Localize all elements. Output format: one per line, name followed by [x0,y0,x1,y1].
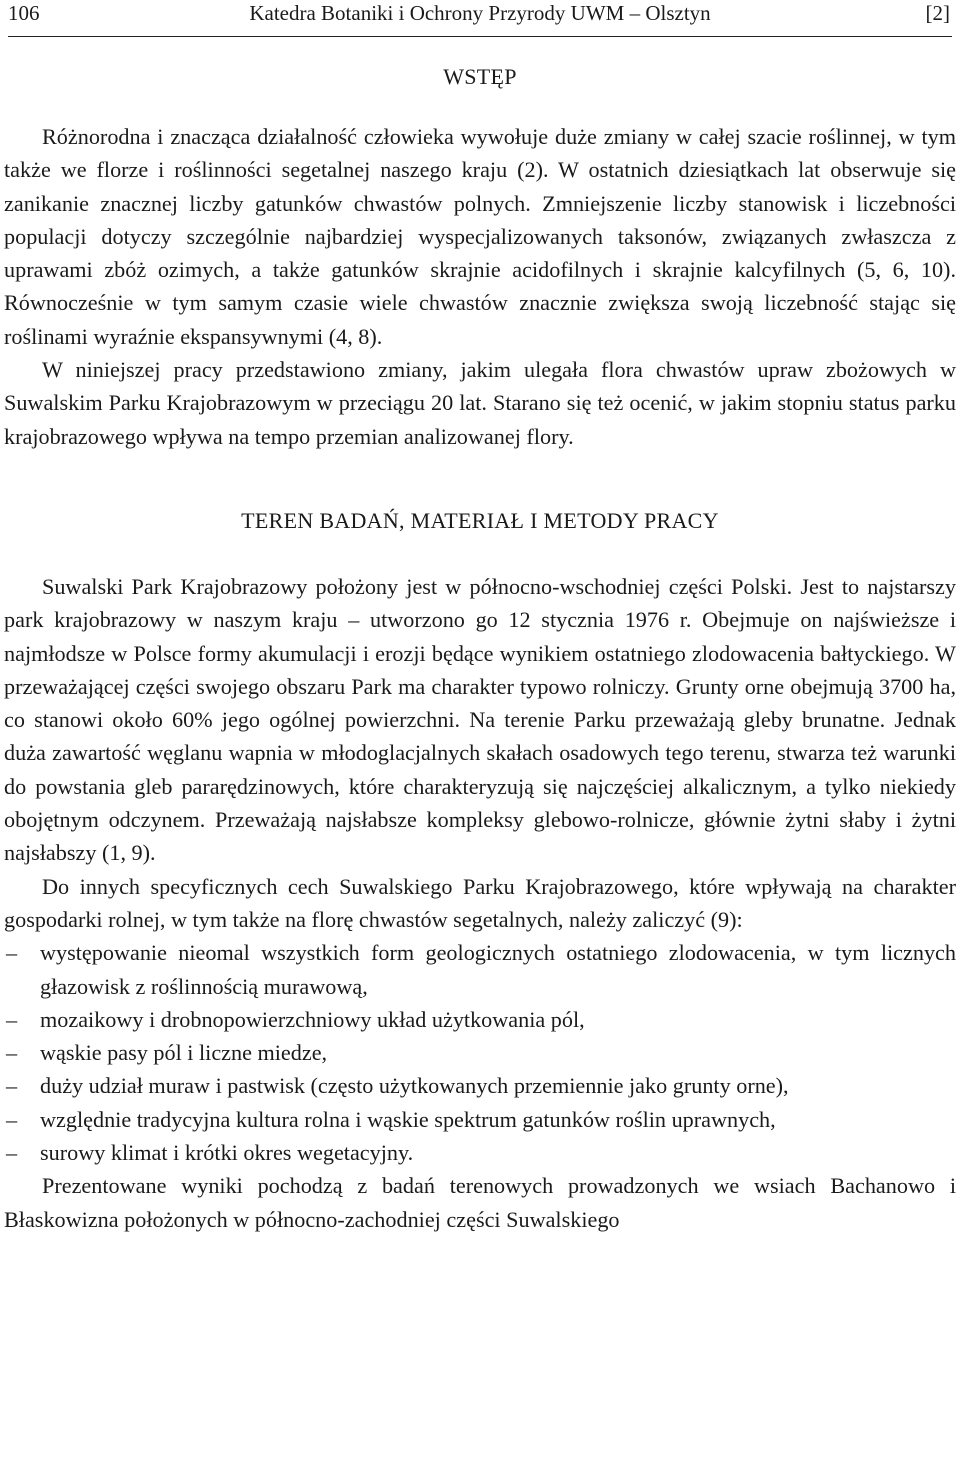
running-header [4,0,956,25]
list-item [4,1069,956,1102]
list-item-text: duży udział muraw i pastwisk (często użytkowanych przemiennie jako grunty orne), [40,1073,789,1099]
list-item-text: względnie tradycyjna kultura rolna i wąskie spektrum gatunków roślin uprawnych, [40,1106,776,1132]
header-title: Katedra Botaniki i Ochrony Przyrody UWM – Olsztyn [249,1,711,25]
list-dash: – [6,1040,18,1066]
paragraph: W niniejszej pracy przedstawiono zmiany, jakim ulegała flora chwastów upraw zbożowych w Suwalskim Parku Krajobrazowym w przeciągu 20 lat. Starano się też ocenić, w jakim stopniu status parku krajobrazowego wpływa na tempo przemian analizowanej flory. [4,357,956,449]
list-dash: – [6,1073,18,1099]
list-dash: – [6,1106,18,1132]
list-dash: – [6,940,18,966]
paragraph: Do innych specyficznych cech Suwalskiego Parku Krajobrazowego, które wpływają na charakter gospodarki rolnej, w tym także na florę chwastów segetalnych, należy zaliczyć (9): [4,873,956,932]
page-number: 106 [8,1,40,25]
features-list [4,936,956,1169]
list-item-text: występowanie nieomal wszystkich form geologicznych ostatniego zlodowacenia, w tym licznych głazowisk z roślinnością murawową, [40,940,956,999]
list-dash: – [6,1006,18,1032]
list-item-text: wąskie pasy pól i liczne miedze, [40,1040,328,1066]
header-rule [8,36,952,37]
list-item [4,1036,956,1069]
paragraph: Suwalski Park Krajobrazowy położony jest w północno-wschodniej części Polski. Jest to najstarszy park krajobrazowy w naszym kraju – utworzono go 12 stycznia 1976 r. Obejmuje on najświeższe i najmłodsze w Polsce formy akumulacji i erozji będące wynikiem ostatniego zlodowacenia bałtyckiego. W przeważającej części swojego obszaru Park ma charakter typowo rolniczy. Grunty orne obejmują 3700 ha, co stanowi około 60% jego ogólnej powierzchni. Na terenie Parku przeważają gleby brunatne. Jednak duża zawartość węglanu wapnia w młodoglacjalnych skałach osadowych tego terenu, stwarza też warunki do powstania gleb pararędzinowych, które charakteryzują się najczęściej alkalicznym, a tylko niekiedy obojętnym odczynem. Przeważają najsłabsze kompleksy glebowo-rolnicze, głównie żytni słaby i żytni najsłabszy (1, 9). [4,573,956,866]
list-item-text: surowy klimat i krótki okres wegetacyjny. [40,1140,414,1166]
list-item [4,1003,956,1036]
list-item [4,1103,956,1136]
list-dash: – [6,1140,18,1166]
list-item-text: mozaikowy i drobnopowierzchniowy układ użytkowania pól, [40,1006,585,1032]
list-item [4,936,956,1003]
header-reference: [2] [925,1,950,25]
paragraph: Różnorodna i znacząca działalność człowieka wywołuje duże zmiany w całej szacie roślinnej, w tym także we florze i roślinności segetalnej naszego kraju (2). W ostatnich dziesiątkach lat obserwuje się zanikanie znacznej liczby gatunków chwastów polnych. Zmniejszenie liczby stanowisk i liczebności populacji dotyczy szczególnie najbardziej wyspecjalizowanych taksonów, związanych zwłaszcza z uprawami zbóż ozimych, a także gatunków skrajnie acidofilnych i skrajnie kalcyfilnych (5, 6, 10). Równocześnie w tym samym czasie wiele chwastów znacznie zwiększa swoją liczebność stając się roślinami wyraźnie ekspansywnymi (4, 8). [4,124,956,349]
paragraph: Prezentowane wyniki pochodzą z badań terenowych prowadzonych we wsiach Bachanowo i Błaskowizna położonych w północno-zachodniej części Suwalskiego [4,1173,956,1232]
list-item [4,1136,956,1169]
section-title-introduction: WSTĘP [443,64,517,89]
section-title-methods: TEREN BADAŃ, MATERIAŁ I METODY PRACY [241,507,719,533]
